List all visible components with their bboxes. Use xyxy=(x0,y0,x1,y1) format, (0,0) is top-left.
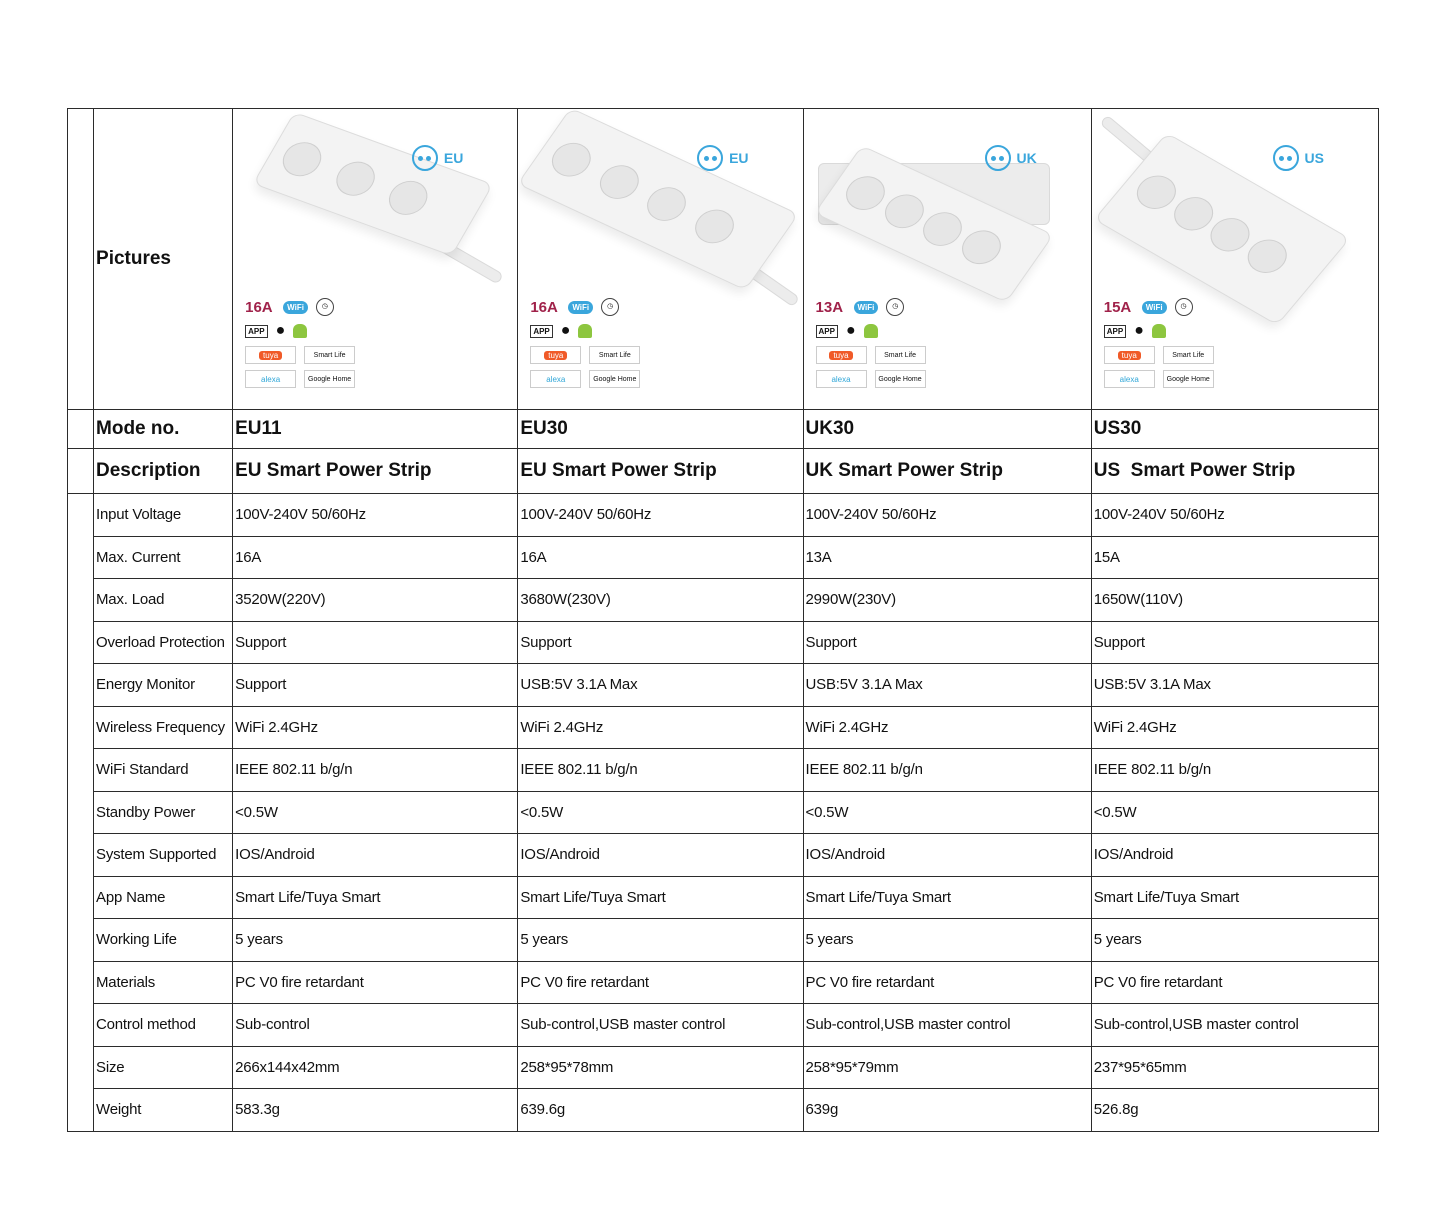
row-label: Description xyxy=(94,449,233,494)
alexa-logo: alexa xyxy=(245,370,296,388)
android-icon xyxy=(864,324,878,338)
spec-value: 5 years xyxy=(233,919,518,962)
alexa-logo: alexa xyxy=(816,370,867,388)
spec-value: 258*95*78mm xyxy=(518,1046,803,1089)
alexa-logo: alexa xyxy=(530,370,581,388)
plug-type-label: UK xyxy=(1016,150,1037,166)
spec-row xyxy=(68,749,1379,792)
spec-value: 266x144x42mm xyxy=(233,1046,518,1089)
spec-value: Sub-control xyxy=(233,1004,518,1047)
power-strip-body xyxy=(518,109,799,291)
spec-value: 5 years xyxy=(1091,919,1378,962)
spec-value: 639g xyxy=(803,1089,1091,1132)
spec-value: <0.5W xyxy=(233,791,518,834)
power-strip-body xyxy=(253,112,494,257)
spec-value: WiFi 2.4GHz xyxy=(518,706,803,749)
google-home-logo: Google Home xyxy=(304,370,355,388)
product-picture-cell xyxy=(1091,109,1378,410)
plug-type-badge xyxy=(412,145,463,171)
current-rating-badge: 16A xyxy=(530,298,558,316)
timer-icon: ◷ xyxy=(601,298,619,316)
smart-life-logo: Smart Life xyxy=(1163,346,1214,364)
spec-value: Support xyxy=(803,621,1091,664)
spec-row xyxy=(68,961,1379,1004)
alexa-logo: alexa xyxy=(1104,370,1155,388)
model-cell: EU11 xyxy=(233,410,518,449)
spec-value: 16A xyxy=(518,536,803,579)
tuya-logo: tuya xyxy=(530,346,581,364)
tuya-logo: tuya xyxy=(816,346,867,364)
current-rating-badge: 13A xyxy=(815,298,844,316)
outlet-socket xyxy=(640,181,694,226)
row-label: Pictures xyxy=(94,109,233,410)
plug-type-label: EU xyxy=(729,150,749,166)
spec-row xyxy=(68,621,1379,664)
spec-value: 3680W(230V) xyxy=(518,579,803,622)
spec-value: Smart Life/Tuya Smart xyxy=(1091,876,1378,919)
spec-value: 237*95*65mm xyxy=(1091,1046,1378,1089)
outlet-socket xyxy=(688,204,742,249)
google-home-logo: Google Home xyxy=(589,370,640,388)
spec-label: Max. Current xyxy=(94,536,233,579)
spec-value: IOS/Android xyxy=(233,834,518,877)
spec-row xyxy=(68,1046,1379,1089)
spec-value: Support xyxy=(1091,621,1378,664)
android-icon xyxy=(293,324,307,338)
spec-value: PC V0 fire retardant xyxy=(518,961,803,1004)
spec-value: WiFi 2.4GHz xyxy=(1091,706,1378,749)
spec-label: Overload Protection xyxy=(94,621,233,664)
spec-value: IEEE 802.11 b/g/n xyxy=(1091,749,1378,792)
smart-life-logo: Smart Life xyxy=(589,346,640,364)
spec-row xyxy=(68,494,1379,537)
outlet-socket xyxy=(329,157,381,201)
spec-value: Support xyxy=(233,664,518,707)
spec-value: 5 years xyxy=(803,919,1091,962)
outlet-socket xyxy=(838,171,892,216)
plug-type-label: US xyxy=(1304,150,1324,166)
apple-icon: ● xyxy=(275,322,286,339)
spec-label: WiFi Standard xyxy=(94,749,233,792)
spec-comparison-table xyxy=(67,108,1379,1132)
wifi-icon: WiFi xyxy=(854,301,879,314)
spec-value: 639.6g xyxy=(518,1089,803,1132)
current-rating-badge: 16A xyxy=(245,298,273,316)
feature-badges xyxy=(816,297,926,393)
spec-value: 16A xyxy=(233,536,518,579)
apple-icon: ● xyxy=(560,322,571,339)
spec-row xyxy=(68,834,1379,877)
spec-label: Weight xyxy=(94,1089,233,1132)
android-icon xyxy=(578,324,592,338)
description-cell: UK Smart Power Strip xyxy=(803,449,1091,494)
spec-value: IOS/Android xyxy=(803,834,1091,877)
spec-value: <0.5W xyxy=(518,791,803,834)
spec-value: WiFi 2.4GHz xyxy=(233,706,518,749)
smart-life-logo: Smart Life xyxy=(304,346,355,364)
socket-type-icon xyxy=(412,145,438,171)
spec-row xyxy=(68,706,1379,749)
product-image xyxy=(237,113,513,405)
google-home-logo: Google Home xyxy=(875,370,926,388)
spec-row xyxy=(68,664,1379,707)
spec-value: 100V-240V 50/60Hz xyxy=(1091,494,1378,537)
product-image xyxy=(1096,113,1374,405)
row-label: Mode no. xyxy=(94,410,233,449)
socket-type-icon xyxy=(985,145,1011,171)
spec-label: Size xyxy=(94,1046,233,1089)
outlet-socket xyxy=(592,159,646,204)
spec-value: 100V-240V 50/60Hz xyxy=(233,494,518,537)
spec-label: Energy Monitor xyxy=(94,664,233,707)
product-picture-cell xyxy=(518,109,803,410)
wifi-icon: WiFi xyxy=(283,301,308,314)
description-cell: US Smart Power Strip xyxy=(1091,449,1378,494)
plug-type-badge xyxy=(985,145,1037,171)
spec-value: Sub-control,USB master control xyxy=(803,1004,1091,1047)
spec-value: Smart Life/Tuya Smart xyxy=(518,876,803,919)
spec-value: 3520W(220V) xyxy=(233,579,518,622)
model-cell: US30 xyxy=(1091,410,1378,449)
spec-value: Smart Life/Tuya Smart xyxy=(233,876,518,919)
spec-row xyxy=(68,876,1379,919)
spec-value: USB:5V 3.1A Max xyxy=(1091,664,1378,707)
app-icon: APP xyxy=(530,325,552,338)
spec-row xyxy=(68,579,1379,622)
spec-value: 13A xyxy=(803,536,1091,579)
product-image xyxy=(522,113,798,405)
spec-value: <0.5W xyxy=(1091,791,1378,834)
feature-badges xyxy=(245,297,355,393)
spec-value: Support xyxy=(233,621,518,664)
tuya-logo: tuya xyxy=(245,346,296,364)
description-cell: EU Smart Power Strip xyxy=(518,449,803,494)
spec-label: Working Life xyxy=(94,919,233,962)
merged-blank-cell xyxy=(68,494,94,1132)
android-icon xyxy=(1152,324,1166,338)
app-icon: APP xyxy=(1104,325,1126,338)
blank-cell xyxy=(68,449,94,494)
apple-icon: ● xyxy=(1134,322,1144,339)
product-picture-cell xyxy=(233,109,518,410)
spec-value: IEEE 802.11 b/g/n xyxy=(233,749,518,792)
spec-row xyxy=(68,1004,1379,1047)
tuya-logo: tuya xyxy=(1104,346,1155,364)
spec-value: 15A xyxy=(1091,536,1378,579)
socket-type-icon xyxy=(1273,145,1299,171)
spec-value: 1650W(110V) xyxy=(1091,579,1378,622)
outlet-socket xyxy=(954,224,1008,269)
product-picture-cell xyxy=(803,109,1091,410)
description-row xyxy=(68,449,1379,494)
outlet-socket xyxy=(276,137,328,181)
spec-value: 100V-240V 50/60Hz xyxy=(803,494,1091,537)
spec-value: IOS/Android xyxy=(518,834,803,877)
blank-cell xyxy=(68,109,94,410)
blank-cell xyxy=(68,410,94,449)
socket-type-icon xyxy=(697,145,723,171)
spec-label: Max. Load xyxy=(94,579,233,622)
spec-value: USB:5V 3.1A Max xyxy=(518,664,803,707)
model-row xyxy=(68,410,1379,449)
spec-value: 526.8g xyxy=(1091,1089,1378,1132)
model-cell: UK30 xyxy=(803,410,1091,449)
spec-label: Control method xyxy=(94,1004,233,1047)
spec-label: App Name xyxy=(94,876,233,919)
spec-value: PC V0 fire retardant xyxy=(233,961,518,1004)
wifi-icon: WiFi xyxy=(1142,301,1167,314)
product-image xyxy=(808,113,1087,405)
spec-value: 258*95*79mm xyxy=(803,1046,1091,1089)
current-rating-badge: 15A xyxy=(1103,298,1132,316)
outlet-socket xyxy=(383,176,435,220)
smart-life-logo: Smart Life xyxy=(875,346,926,364)
wifi-icon: WiFi xyxy=(568,301,593,314)
spec-value: 5 years xyxy=(518,919,803,962)
spec-value: 583.3g xyxy=(233,1089,518,1132)
timer-icon: ◷ xyxy=(1175,298,1193,316)
plug-type-label: EU xyxy=(443,150,464,166)
spec-value: IOS/Android xyxy=(1091,834,1378,877)
description-cell: EU Smart Power Strip xyxy=(233,449,518,494)
spec-value: Smart Life/Tuya Smart xyxy=(803,876,1091,919)
pictures-row xyxy=(68,109,1379,410)
spec-label: Wireless Frequency xyxy=(94,706,233,749)
spec-value: IEEE 802.11 b/g/n xyxy=(803,749,1091,792)
outlet-socket xyxy=(545,137,599,182)
spec-value: 100V-240V 50/60Hz xyxy=(518,494,803,537)
spec-value: USB:5V 3.1A Max xyxy=(803,664,1091,707)
spec-value: Support xyxy=(518,621,803,664)
model-cell: EU30 xyxy=(518,410,803,449)
spec-value: 2990W(230V) xyxy=(803,579,1091,622)
feature-badges xyxy=(1104,297,1214,393)
plug-type-badge xyxy=(1273,145,1324,171)
google-home-logo: Google Home xyxy=(1163,370,1214,388)
spec-value: PC V0 fire retardant xyxy=(803,961,1091,1004)
timer-icon: ◷ xyxy=(316,298,334,316)
spec-value: Sub-control,USB master control xyxy=(518,1004,803,1047)
spec-row xyxy=(68,919,1379,962)
app-icon: APP xyxy=(816,325,838,338)
spec-label: Standby Power xyxy=(94,791,233,834)
app-icon: APP xyxy=(245,325,267,338)
spec-label: Input Voltage xyxy=(94,494,233,537)
feature-badges xyxy=(530,297,640,393)
spec-label: System Supported xyxy=(94,834,233,877)
spec-row xyxy=(68,791,1379,834)
plug-type-badge xyxy=(697,145,748,171)
spec-value: PC V0 fire retardant xyxy=(1091,961,1378,1004)
timer-icon: ◷ xyxy=(886,298,904,316)
spec-label: Materials xyxy=(94,961,233,1004)
apple-icon: ● xyxy=(845,322,856,339)
spec-value: WiFi 2.4GHz xyxy=(803,706,1091,749)
spec-row xyxy=(68,536,1379,579)
spec-value: IEEE 802.11 b/g/n xyxy=(518,749,803,792)
spec-value: Sub-control,USB master control xyxy=(1091,1004,1378,1047)
spec-value: <0.5W xyxy=(803,791,1091,834)
spec-row xyxy=(68,1089,1379,1132)
